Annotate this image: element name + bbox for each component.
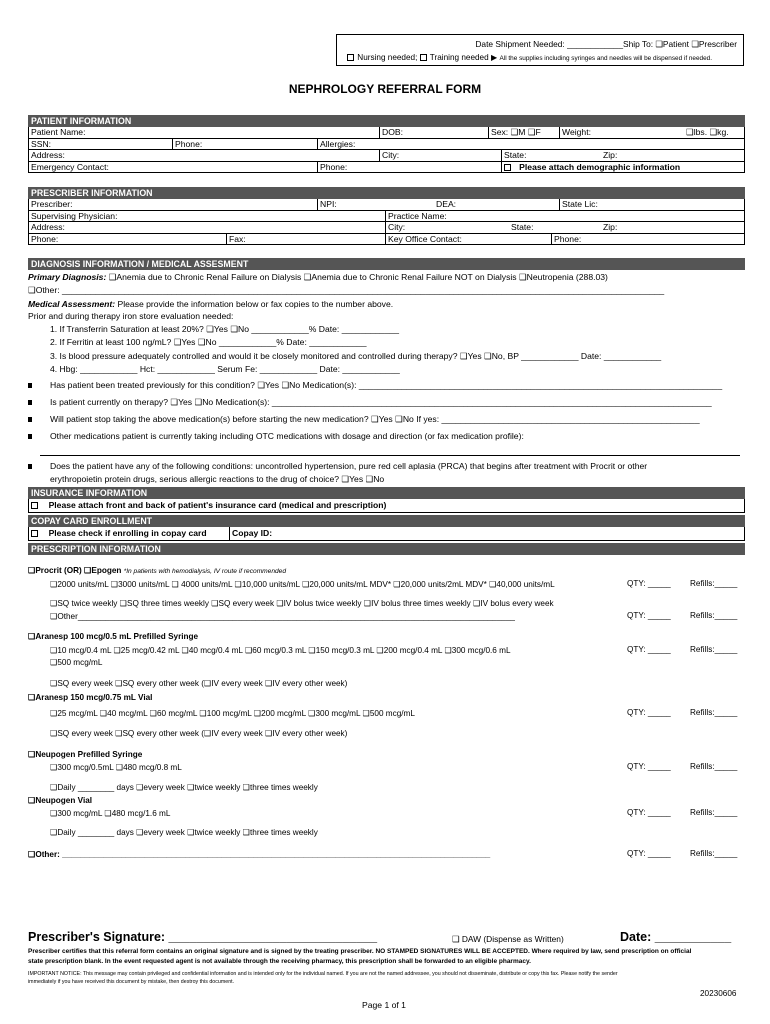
prescriber-city-field[interactable]: City: [385, 222, 405, 233]
bullet-icon [28, 417, 32, 422]
aranesp100-frequency[interactable]: ❑SQ every week ❑SQ every other week (❑IV every week ❑IV every other week) [50, 679, 348, 688]
medical-assessment-text: Please provide the information below or fax copies to the number above. [117, 299, 394, 309]
aranesp150-qty[interactable]: QTY: _____ [627, 708, 671, 717]
nursing-training-line [347, 52, 712, 62]
patient-state-field[interactable]: State: [501, 150, 526, 161]
neupogen-vial-frequency[interactable]: ❑Daily ________ days ❑every week ❑twice weekly ❑three times weekly [50, 828, 318, 837]
prescriber-section-header: PRESCRIBER INFORMATION [28, 187, 745, 199]
copay-checkbox[interactable] [31, 530, 38, 537]
weight-units[interactable]: ❑lbs. ❑kg. [686, 127, 729, 137]
page-number: Page 1 of 1 [362, 1000, 406, 1010]
daw-checkbox[interactable]: ❑ DAW (Dispense as Written) [452, 934, 564, 944]
procrit-frequency[interactable]: ❑SQ twice weekly ❑SQ three times weekly ❑SQ every week ❑IV bolus twice weekly ❑IV bolus three times weekly ❑IV bolus every week [50, 599, 554, 608]
patient-phone-field[interactable]: Phone: [172, 139, 202, 150]
neupogen-syringe-frequency[interactable]: ❑Daily ________ days ❑every week ❑twice weekly ❑three times weekly [50, 783, 318, 792]
form-code: 20230606 [700, 989, 737, 998]
practice-name-field[interactable]: Practice Name: [385, 211, 447, 222]
key-office-contact-field[interactable]: Key Office Contact: [385, 234, 462, 245]
copay-row [29, 527, 207, 540]
question-transferrin[interactable]: 1. If Transferrin Saturation at least 20%? ❑Yes ❑No ____________% Date: ____________ [50, 324, 400, 334]
patient-name-field[interactable]: Patient Name: [31, 127, 86, 137]
patient-grid [28, 127, 745, 173]
neupogen-vial-qty[interactable]: QTY: _____ [627, 808, 671, 817]
patient-address-field[interactable]: Address: [31, 150, 65, 160]
emergency-phone-field[interactable]: Phone: [317, 162, 347, 173]
dea-field[interactable]: DEA: [436, 199, 457, 209]
neupogen-vial-refills[interactable]: Refills:_____ [690, 808, 738, 817]
important-notice-1: IMPORTANT NOTICE: This message may contain privileged and confidential information and is intended only for the individual named. If you are not the named addressee, you should not disseminate, distribute or copy this fax. Please notify the sender [28, 971, 618, 977]
shipping-box [336, 34, 744, 66]
insurance-row [29, 499, 386, 512]
prescriber-signature-field[interactable]: Prescriber's Signature: ______________________________ [28, 930, 378, 944]
signature-date-field[interactable]: Date: ___________ [620, 930, 732, 944]
prescriber-grid [28, 199, 745, 245]
prescriber-state-field[interactable]: State: [511, 222, 534, 232]
procrit-title[interactable]: ❑Procrit (OR) ❑Epogen *In patients with hemodialysis, IV route if recommended [28, 566, 287, 575]
key-contact-phone-field[interactable]: Phone: [551, 234, 581, 245]
nursing-checkbox[interactable] [347, 54, 354, 61]
form-title: NEPHROLOGY REFERRAL FORM [288, 82, 482, 96]
diagnosis-other-field[interactable]: ❑Other: ______________________________________________________________________________________________________________________________ [28, 285, 665, 295]
other-prescription[interactable]: ❑Other: ______________________________________________________________________________________________ [28, 850, 491, 859]
emergency-contact-field[interactable]: Emergency Contact: [31, 161, 109, 172]
bullet-icon [28, 400, 32, 405]
patient-city-field[interactable]: City: [379, 150, 399, 161]
insurance-section-header: INSURANCE INFORMATION [28, 487, 745, 499]
prescriber-zip-field[interactable]: Zip: [603, 222, 618, 232]
neupogen-syringe-doses[interactable]: ❑300 mcg/0.5mL ❑480 mcg/0.8 mL [50, 763, 182, 772]
prescription-section-header: PRESCRIPTION INFORMATION [28, 543, 745, 555]
aranesp100-refills[interactable]: Refills:_____ [690, 645, 738, 654]
nursing-label: Nursing needed; [357, 53, 418, 62]
aranesp150-doses[interactable]: ❑25 mcg/mL ❑40 mcg/mL ❑60 mcg/mL ❑100 mcg/mL ❑200 mcg/mL ❑300 mcg/mL ❑500 mcg/mL [50, 709, 415, 718]
allergies-field[interactable]: Allergies: [317, 139, 355, 150]
aranesp150-refills[interactable]: Refills:_____ [690, 708, 738, 717]
patient-section-header: PATIENT INFORMATION [28, 115, 745, 127]
demographic-label: Please attach demographic information [519, 161, 681, 172]
medical-assessment-label: Medical Assessment: [28, 299, 116, 309]
important-notice-2: immediately if you have received this document by mistake, then destroy this document. [28, 979, 235, 985]
prescriber-phone-field[interactable]: Phone: [31, 233, 59, 244]
procrit-refills[interactable]: Refills:_____ [690, 579, 738, 588]
question-stop-medication[interactable]: Will patient stop taking the above medication(s) before starting the new medication? ❑Yes ❑No If yes: ______________________________________________________ [50, 414, 700, 424]
training-checkbox[interactable] [420, 54, 427, 61]
copay-id-field[interactable]: Copay ID: [229, 527, 272, 540]
weight-field[interactable]: Weight: [559, 127, 591, 138]
neupogen-vial-doses[interactable]: ❑300 mcg/mL ❑480 mcg/1.6 mL [50, 809, 171, 818]
question-blood-pressure[interactable]: 3. Is blood pressure adequately controlled and would it be closely monitored and controlled during therapy? ❑Yes ❑No, BP ____________ Date: ____________ [50, 351, 662, 361]
prescriber-fax-field[interactable]: Fax: [226, 234, 246, 245]
copay-grid [28, 527, 745, 541]
procrit-qty[interactable]: QTY: _____ [627, 579, 671, 588]
question-labs[interactable]: 4. Hbg: ____________ Hct: ____________ Serum Fe: ____________ Date: ____________ [50, 364, 400, 374]
state-lic-field[interactable]: State Lic: [559, 199, 598, 210]
question-ferritin[interactable]: 2. If Ferritin at least 100 ng/mL? ❑Yes ❑No ____________% Date: ____________ [50, 337, 367, 347]
aranesp150-title[interactable]: ❑Aranesp 150 mcg/0.75 mL Vial [28, 693, 153, 702]
iron-store-intro: Prior and during therapy iron store evaluation needed: [28, 311, 234, 321]
question-current-therapy[interactable]: Is patient currently on therapy? ❑Yes ❑No Medication(s): ____________________________________________________________________________________________ [50, 397, 712, 407]
supervising-physician-field[interactable]: Supervising Physician: [31, 210, 118, 221]
patient-zip-field[interactable]: Zip: [603, 150, 618, 160]
supplies-note: All the supplies including syringes and needles will be dispensed if needed. [499, 55, 712, 62]
dob-field[interactable]: DOB: [379, 127, 403, 138]
shipment-date-line: Date Shipment Needed: ____________Ship To: ❑Patient ❑Prescriber [475, 39, 737, 49]
aranesp100-doses-2[interactable]: ❑500 mcg/mL [50, 658, 103, 667]
certification-line-2: state prescription blank. In the event requested agent is not available through the receiving pharmacy, this prescription shall be forwarded to an eligible pharmacy. [28, 958, 531, 965]
question-treated-previously[interactable]: Has patient been treated previously for this condition? ❑Yes ❑No Medication(s): ____________________________________________________________________________ [50, 380, 723, 390]
procrit-other-qty[interactable]: QTY: _____ [627, 611, 671, 620]
diagnosis-section-header: DIAGNOSIS INFORMATION / MEDICAL ASSESMENT [28, 258, 745, 270]
aranesp100-qty[interactable]: QTY: _____ [627, 645, 671, 654]
primary-diagnosis-options[interactable]: ❑Anemia due to Chronic Renal Failure on Dialysis ❑Anemia due to Chronic Renal Failure NOT on Dialysis ❑Neutropenia (288.03) [108, 272, 608, 282]
primary-diagnosis-line [28, 272, 608, 283]
neupogen-syringe-title[interactable]: ❑Neupogen Prefilled Syringe [28, 750, 143, 759]
prescriber-field[interactable]: Prescriber: [31, 199, 73, 209]
demographic-row [501, 162, 680, 173]
bullet-icon [28, 383, 32, 388]
sex-field[interactable]: Sex: ❑M ❑F [488, 127, 541, 138]
ssn-field[interactable]: SSN: [31, 138, 52, 149]
question-conditions-cont[interactable]: erythropoietin protein drugs, serious allergic reactions to the drug of choice? ❑Yes ❑No [50, 474, 385, 484]
certification-line-1: Prescriber certifies that this referral form contains an original signature and is signed by the treating prescriber. NO STAMPED SIGNATURES WILL BE ACCEPTED. Where required by law, send prescription on official [28, 948, 692, 955]
medical-assessment-line [28, 299, 393, 309]
npi-field[interactable]: NPI: [317, 199, 337, 210]
primary-diagnosis-label: Primary Diagnosis: [28, 272, 107, 282]
prescriber-address-field[interactable]: Address: [31, 222, 65, 232]
procrit-doses[interactable]: ❑2000 units/mL ❑3000 units/mL ❑ 4000 units/mL ❑10,000 units/mL ❑20,000 units/mL MDV* ❑20,000 units/2mL MDV* ❑40,000 units/mL [50, 580, 555, 589]
insurance-checkbox[interactable] [31, 502, 38, 509]
training-label: Training needed ▶ [429, 53, 498, 62]
question-other-medications: Other medications patient is currently taking including OTC medications with dosage and direction (or fax medication profile): [50, 431, 524, 441]
aranesp150-frequency[interactable]: ❑SQ every week ❑SQ every other week (❑IV every week ❑IV every other week) [50, 729, 348, 738]
procrit-note: *In patients with hemodialysis, IV route if recommended [123, 568, 287, 575]
copay-label: Please check if enrolling in copay card [48, 528, 207, 538]
copay-section-header: COPAY CARD ENROLLMENT [28, 515, 745, 527]
neupogen-syringe-qty[interactable]: QTY: _____ [627, 762, 671, 771]
bullet-icon [28, 464, 32, 469]
procrit-other[interactable]: ❑Other________________________________________________________________________________________________ [50, 612, 515, 621]
neupogen-syringe-refills[interactable]: Refills:_____ [690, 762, 738, 771]
aranesp100-doses[interactable]: ❑10 mcg/0.4 mL ❑25 mcg/0.42 mL ❑40 mcg/0.4 mL ❑60 mcg/0.3 mL ❑150 mcg/0.3 mL ❑200 mcg/0.4 mL ❑300 mcg/0.6 mL [50, 646, 511, 655]
other-prescription-qty[interactable]: QTY: _____ [627, 849, 671, 858]
demographic-checkbox[interactable] [504, 164, 511, 171]
other-medications-line[interactable] [40, 455, 740, 456]
procrit-other-refills[interactable]: Refills:_____ [690, 611, 738, 620]
neupogen-vial-title[interactable]: ❑Neupogen Vial [28, 796, 93, 805]
insurance-label: Please attach front and back of patient's insurance card (medical and prescription) [48, 500, 387, 510]
question-conditions: Does the patient have any of the following conditions: uncontrolled hypertension, pure red cell aplasia (PRCA) that begins after treatment with Procrit or other [50, 461, 648, 471]
bullet-icon [28, 434, 32, 439]
other-prescription-refills[interactable]: Refills:_____ [690, 849, 738, 858]
aranesp100-title[interactable]: ❑Aranesp 100 mcg/0.5 mL Prefilled Syringe [28, 632, 199, 641]
insurance-grid [28, 499, 745, 513]
